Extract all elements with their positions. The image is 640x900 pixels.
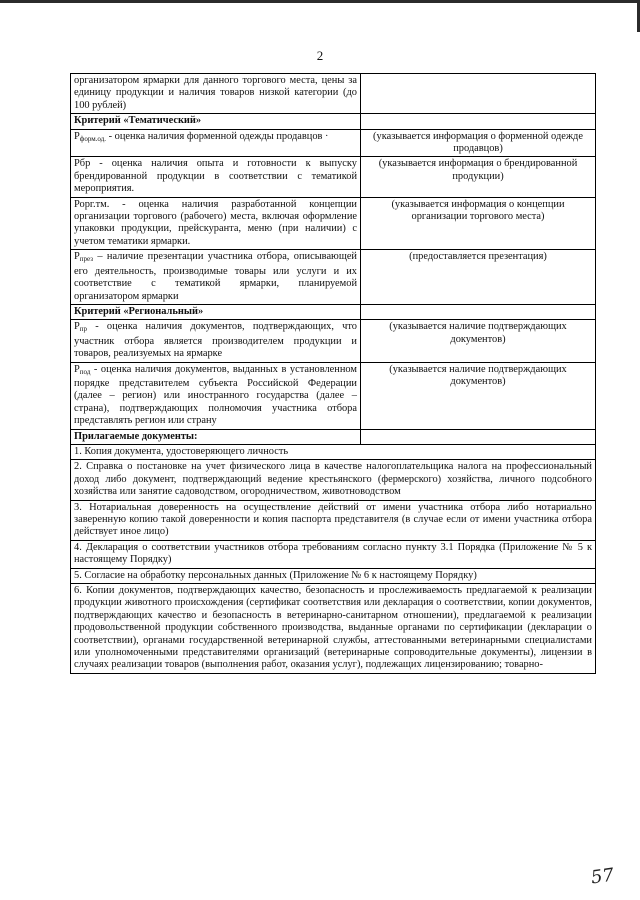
attached-document-item: 1. Копия документа, удостоверяющего личность — [71, 444, 596, 459]
attached-document-item: 4. Декларация о соответствии участников отбора требованиям согласно пункту 3.1 Порядка (Приложение № 5 к настоящему Порядку) — [71, 540, 596, 568]
row-right-cell: (указывается информация о брендированной продукции) — [361, 157, 596, 197]
table-row — [71, 304, 596, 319]
row-left-cell: Рбр - оценка наличия опыта и готовности к выпуску брендированной продукции в соответствии с тематикой мероприятия. — [71, 157, 361, 197]
attached-document-item: 6. Копии документов, подтверждающих качество, безопасность и прослеживаемость предлагаемой к реализации продукции животного происхождения (сертификат соответствия или декларация о соответствии, копии документов, подтверждающих качество и безопасность в ветеринарно-санитарном отношении), предлагаемой к реализации продовольственной продукции собственного производства, выданные органами по сертификации (декларации о соответствии), органами государственной ветеринарной службы, аттестованными ветеринарными специалистами или уполномоченными представителями организаций (ветеринарные сопроводительные документы), лицензии в случаях реализации товаров (выполнения работ, оказания услуг), подлежащих лицензированию; товарно- — [71, 584, 596, 674]
table-row — [71, 460, 596, 500]
row-right-cell — [361, 429, 596, 444]
table-row — [71, 500, 596, 540]
scan-edge-top — [0, 0, 640, 3]
criterion-symbol: P — [74, 251, 80, 263]
criterion-symbol: P — [74, 130, 80, 142]
criterion-symbol: P — [74, 363, 80, 375]
table-row — [71, 540, 596, 568]
page-number: 2 — [316, 48, 324, 63]
table-row — [71, 197, 596, 250]
row-right-cell — [361, 74, 596, 114]
attached-document-item: 2. Справка о постановке на учет физического лица в качестве налогоплательщика налога на профессиональный доход либо документ, подтверждающий ведение крестьянского (фермерского) хозяйства, личного подсобного хозяйства или занятие садоводством, огородничеством, животноводством — [71, 460, 596, 500]
row-left-cell — [71, 250, 361, 305]
row-left-cell — [71, 320, 361, 362]
table-row — [71, 129, 596, 157]
row-right-cell: (указывается информация о форменной одежде продавцов) — [361, 129, 596, 157]
criterion-subscript: форм.од. — [79, 134, 107, 143]
row-right-cell: (указывается информация о концепции организации торгового места) — [361, 197, 596, 250]
table-row — [71, 157, 596, 197]
criterion-subscript: през — [79, 255, 93, 264]
criteria-table — [70, 73, 596, 674]
table-row — [71, 429, 596, 444]
handwritten-page-number: 57 — [589, 864, 616, 889]
table-row — [71, 568, 596, 583]
criterion-text: - оценка наличия документов, выданных в установленном порядке представителем субъекта Российской Федерации (далее – регион) или иностранного государства (далее – страна), подтверждающих полномочия участника отбора представлять регион или страну — [74, 363, 357, 427]
criterion-symbol: P — [74, 321, 80, 333]
row-left-cell: Рорг.тм. - оценка наличия разработанной концепции организации торгового (рабочего) места, включая оформление упаковки продукции, прейскуранта, меню (при наличии) с учетом тематики ярмарки. — [71, 197, 361, 250]
row-right-cell: (указывается наличие подтверждающих документов) — [361, 362, 596, 429]
criterion-header-thematic: Критерий «Тематический» — [71, 114, 361, 129]
table-row — [71, 584, 596, 674]
row-right-cell: (предоставляется презентация) — [361, 250, 596, 305]
table-row — [71, 320, 596, 362]
criterion-text: – наличие презентации участника отбора, описывающей его деятельность, производимые товары или услуги и их соответствие с тематикой ярмарки, планируемой организатором ярмарки — [74, 251, 357, 302]
criterion-text: - оценка наличия документов, подтверждающих, что участник отбора является производителем продукции и товаров, реализуемых на ярмарке — [74, 321, 357, 360]
criterion-subscript: под — [79, 367, 91, 376]
attached-document-item: 3. Нотариальная доверенность на осуществление действий от имени участника отбора либо нотариально заверенную копию такой доверенности и копия паспорта представителя (в случае если от имени участника отбора действует иное лицо) — [71, 500, 596, 540]
row-left-cell — [71, 362, 361, 429]
row-left-cell — [71, 129, 361, 157]
table-row — [71, 250, 596, 305]
row-left-cell: организатором ярмарки для данного торгового места, цены за единицу продукции и наличия товаров низкой категории (до 100 рублей) — [71, 74, 361, 114]
row-right-cell — [361, 304, 596, 319]
attached-document-item: 5. Согласие на обработку персональных данных (Приложение № 6 к настоящему Порядку) — [71, 568, 596, 583]
row-right-cell — [361, 114, 596, 129]
table-row — [71, 444, 596, 459]
table-row — [71, 114, 596, 129]
table-row — [71, 74, 596, 114]
row-right-cell: (указывается наличие подтверждающих документов) — [361, 320, 596, 362]
criterion-text: - оценка наличия форменной одежды продавцов · — [106, 130, 329, 142]
table-row — [71, 362, 596, 429]
criterion-subscript: пр — [79, 325, 88, 334]
attached-documents-header: Прилагаемые документы: — [71, 429, 361, 444]
criterion-header-regional: Критерий «Региональный» — [71, 304, 361, 319]
